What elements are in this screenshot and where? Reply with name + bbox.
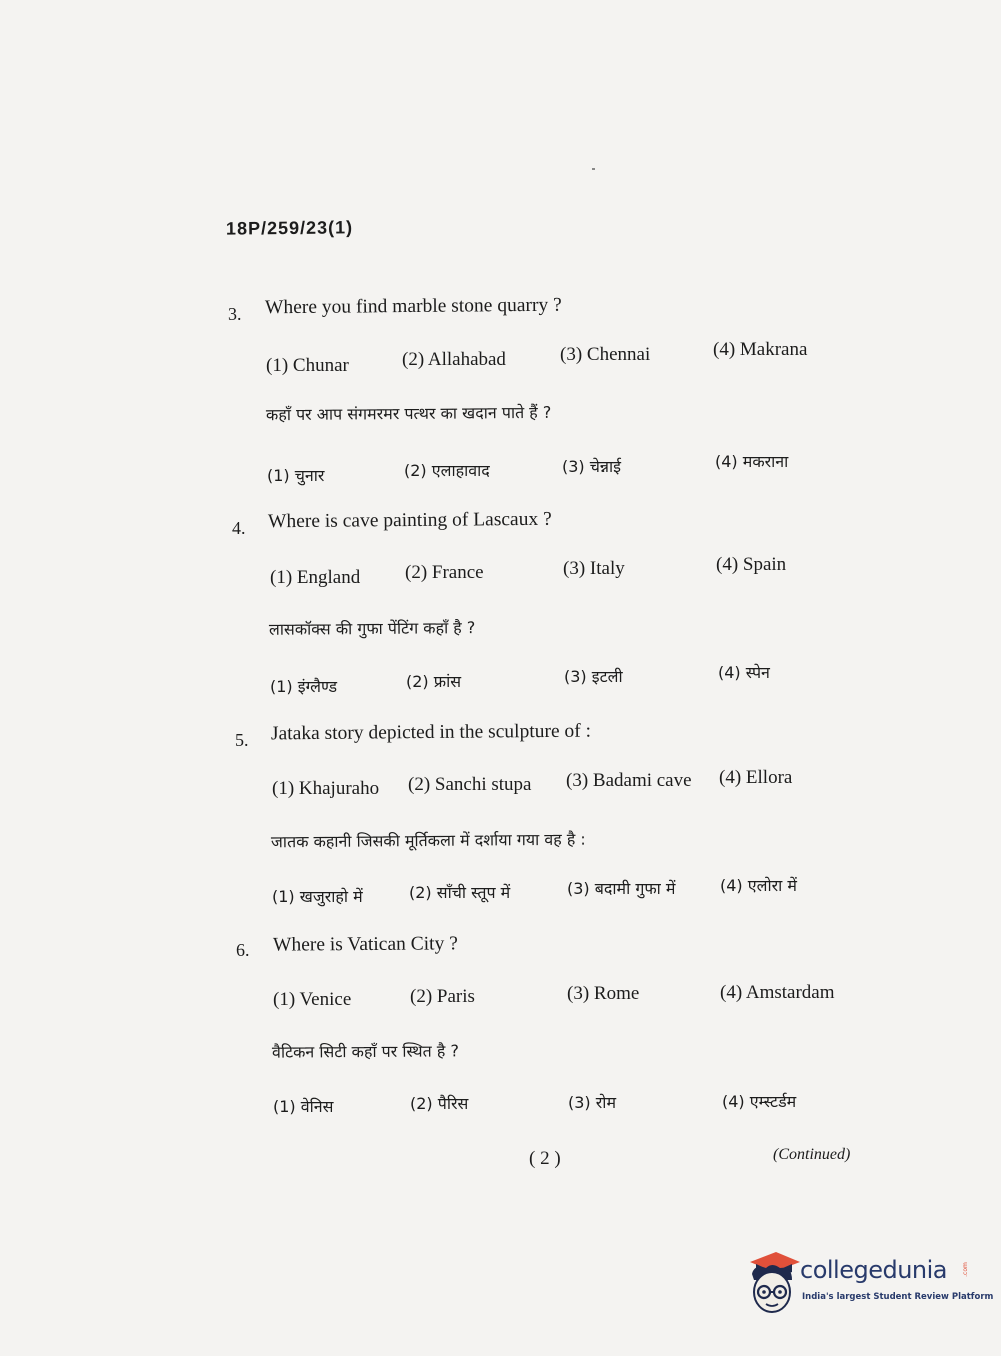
option-hi-2: (2) फ्रांस [406,672,462,691]
option-en-4: (4) Makrana [713,339,808,360]
option-en-1: (1) England [270,567,361,588]
option-hi-3: (3) इटली [564,667,623,686]
question-number: 4. [232,518,246,538]
option-hi-1: (1) वेनिस [273,1097,334,1116]
student-mascot-icon [742,1250,802,1320]
question-number: 6. [236,940,250,960]
page-number: ( 2 ) [529,1148,561,1169]
question-stem-en: Jataka story depicted in the sculpture of : [270,720,592,745]
option-hi-1: (1) इंग्लैण्ड [270,677,338,696]
option-hi-3: (3) रोम [568,1093,617,1112]
question-number: 5. [235,730,249,750]
option-en-2: (2) Sanchi stupa [408,774,532,795]
option-hi-1: (1) चुनार [267,466,325,485]
continued-note: (Continued) [773,1146,851,1163]
option-en-4: (4) Spain [716,554,787,575]
option-en-1: (1) Khajuraho [272,778,380,799]
question-stem-hi: वैटिकन सिटी कहाँ पर स्थित है ? [271,1041,459,1062]
question-stem-hi: लासकॉक्स की गुफा पेंटिंग कहाँ है ? [268,618,476,639]
option-en-3: (3) Badami cave [566,770,692,791]
collegedunia-logo [742,1250,994,1320]
question-stem-en: Where you find marble stone quarry ? [264,294,562,319]
option-en-3: (3) Chennai [560,344,651,365]
option-hi-2: (2) साँची स्तूप में [409,883,511,902]
option-hi-2: (2) पैरिस [410,1094,469,1113]
option-en-4: (4) Ellora [719,767,793,788]
question-number: 3. [228,304,242,324]
paper-code: 18P/259/23(1) [225,217,354,239]
option-en-2: (2) France [405,562,484,583]
option-hi-1: (1) खजुराहो में [272,887,363,906]
scan-speck [592,168,595,170]
option-hi-4: (4) एम्स्टर्डम [722,1092,797,1111]
option-en-3: (3) Rome [567,983,640,1004]
question-stem-hi: जातक कहानी जिसकी मूर्तिकला में दर्शाया गया वह है : [270,829,586,852]
brand-name: collegedunia [800,1256,948,1284]
option-en-4: (4) Amstardam [720,982,835,1003]
option-hi-3: (3) चेन्नाई [562,457,622,476]
option-hi-4: (4) एलोरा में [720,876,797,895]
question-stem-en: Where is cave painting of Lascaux ? [267,508,552,533]
option-en-1: (1) Chunar [266,355,349,376]
option-en-2: (2) Allahabad [402,349,506,370]
option-en-3: (3) Italy [563,558,625,579]
option-en-1: (1) Venice [273,989,352,1010]
brand-suffix: .com [961,1262,969,1277]
question-stem-hi: कहाँ पर आप संगमरमर पत्थर का खदान पाते हैं ? [265,402,552,425]
option-hi-2: (2) एलाहावाद [404,461,490,480]
option-en-2: (2) Paris [410,986,475,1007]
option-hi-4: (4) मकराना [715,452,789,471]
brand-tagline: India's largest Student Review Platform [802,1292,994,1302]
option-hi-4: (4) स्पेन [718,663,770,682]
question-stem-en: Where is Vatican City ? [272,933,458,956]
option-hi-3: (3) बदामी गुफा में [567,879,676,898]
